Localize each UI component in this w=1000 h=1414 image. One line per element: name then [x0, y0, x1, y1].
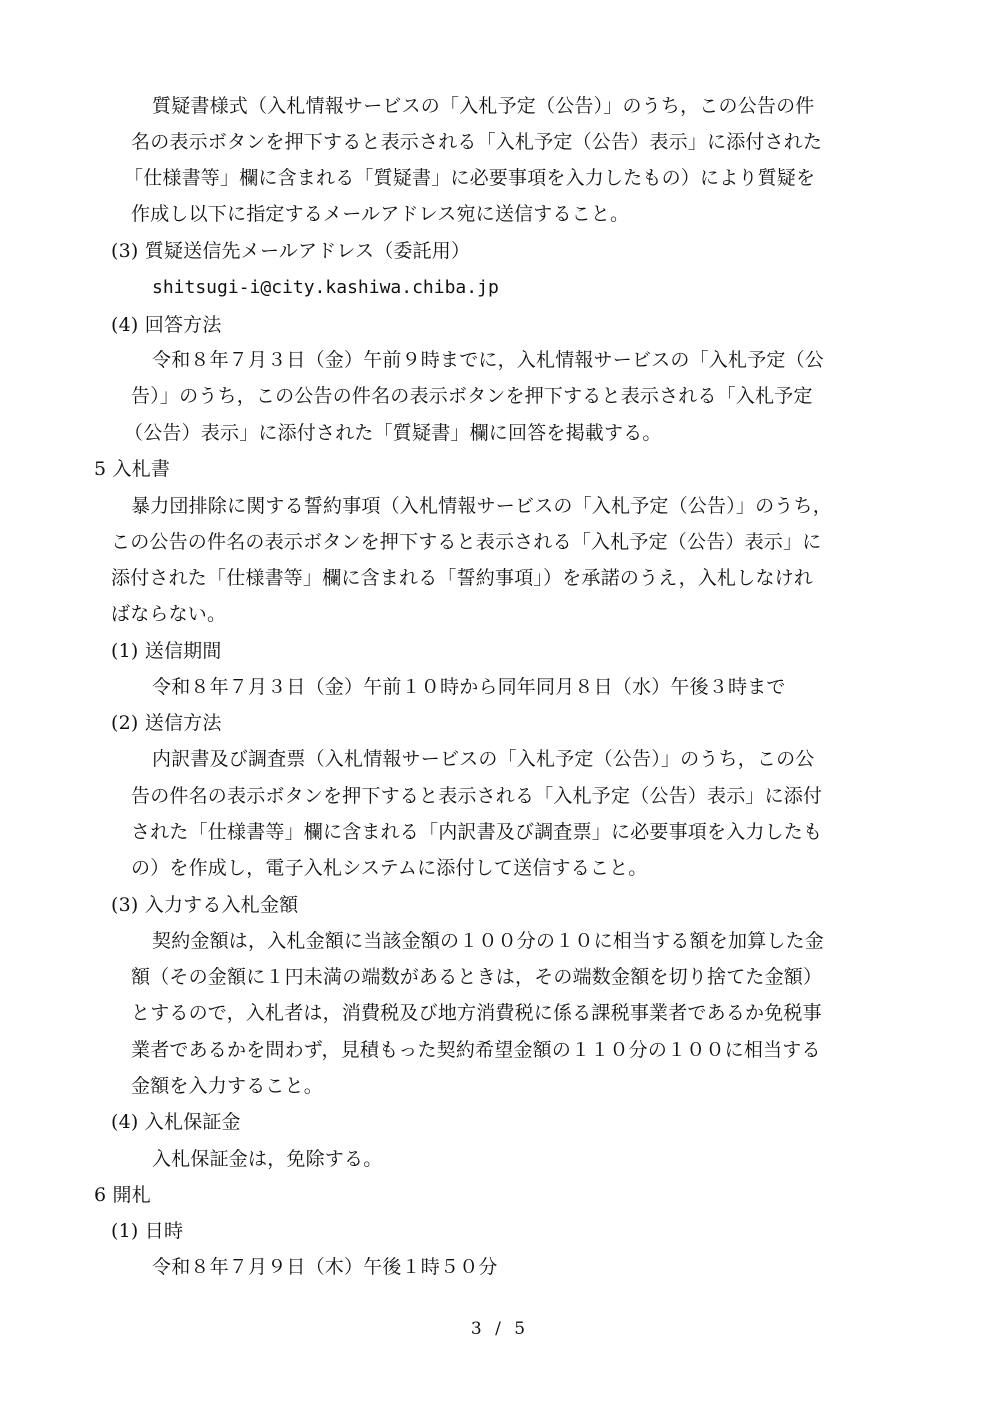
- item-heading: (3) 質疑送信先メールアドレス（委託用）: [111, 240, 471, 262]
- email-address: shitsugi-i@city.kashiwa.chiba.jp: [152, 277, 499, 298]
- item-heading: (2) 送信方法: [111, 712, 222, 734]
- section-heading: 6 開札: [94, 1184, 151, 1206]
- page-number: 3 / 5: [470, 1319, 530, 1339]
- paragraph-line: 額（その金額に１円未満の端数があるときは，その端数金額を切り捨てた金額）: [131, 966, 823, 988]
- paragraph-line: 内訳書及び調査票（入札情報サービスの「入札予定（公告）」のうち，この公: [152, 748, 815, 770]
- paragraph-line: 質疑書様式（入札情報サービスの「入札予定（公告）」のうち，この公告の件: [152, 95, 815, 117]
- paragraph-line: された「仕様書等」欄に含まれる「内訳書及び調査票」に必要事項を入力したも: [131, 821, 823, 843]
- paragraph-line: 令和８年７月９日（木）午後１時５０分: [152, 1256, 498, 1278]
- item-heading: (3) 入力する入札金額: [111, 894, 299, 916]
- paragraph-line: 契約金額は，入札金額に当該金額の１００分の１０に相当する額を加算した金: [152, 930, 825, 952]
- item-heading: (4) 回答方法: [111, 314, 222, 336]
- paragraph-line: 名の表示ボタンを押下すると表示される「入札予定（公告）表示」に添付された: [131, 131, 823, 153]
- paragraph-line: 添付された「仕様書等」欄に含まれる「誓約事項」）を承諾のうえ，入札しなけれ: [111, 567, 814, 589]
- paragraph-line: 作成し以下に指定するメールアドレス宛に送信すること。: [131, 203, 630, 225]
- paragraph-line: この公告の件名の表示ボタンを押下すると表示される「入札予定（公告）表示」に: [111, 531, 822, 553]
- paragraph-line: ばならない。: [111, 603, 227, 625]
- paragraph-line: 告）」のうち，この公告の件名の表示ボタンを押下すると表示される「入札予定: [131, 385, 813, 407]
- paragraph-line: 「仕様書等」欄に含まれる「質疑書」に必要事項を入力したもの）により質疑を: [124, 167, 816, 189]
- paragraph-line: の）を作成し，電子入札システムに添付して送信すること。: [131, 857, 648, 879]
- paragraph-line: 令和８年７月３日（金）午前９時までに，入札情報サービスの「入札予定（公: [152, 349, 825, 371]
- paragraph-line: 告の件名の表示ボタンを押下すると表示される「入札予定（公告）表示」に添付: [131, 785, 823, 807]
- paragraph-line: 業者であるかを問わず，見積もった契約希望金額の１１０分の１００に相当する: [131, 1039, 821, 1061]
- paragraph-line: 暴力団排除に関する誓約事項（入札情報サービスの「入札予定（公告）」のうち，: [131, 495, 832, 517]
- item-heading: (1) 送信期間: [111, 640, 222, 662]
- paragraph-line: 入札保証金は，免除する。: [152, 1148, 383, 1170]
- item-heading: (1) 日時: [111, 1220, 184, 1242]
- paragraph-line: 令和８年７月３日（金）午前１０時から同年同月８日（水）午後３時まで: [152, 676, 786, 698]
- section-heading: 5 入札書: [94, 458, 171, 480]
- paragraph-line: （公告）表示」に添付された「質疑書」欄に回答を掲載する。: [124, 422, 662, 444]
- item-heading: (4) 入札保証金: [111, 1111, 241, 1133]
- paragraph-line: 金額を入力すること。: [131, 1075, 324, 1097]
- paragraph-line: とするので，入札者は，消費税及び地方消費税に係る課税事業者であるか免税事: [131, 1002, 822, 1024]
